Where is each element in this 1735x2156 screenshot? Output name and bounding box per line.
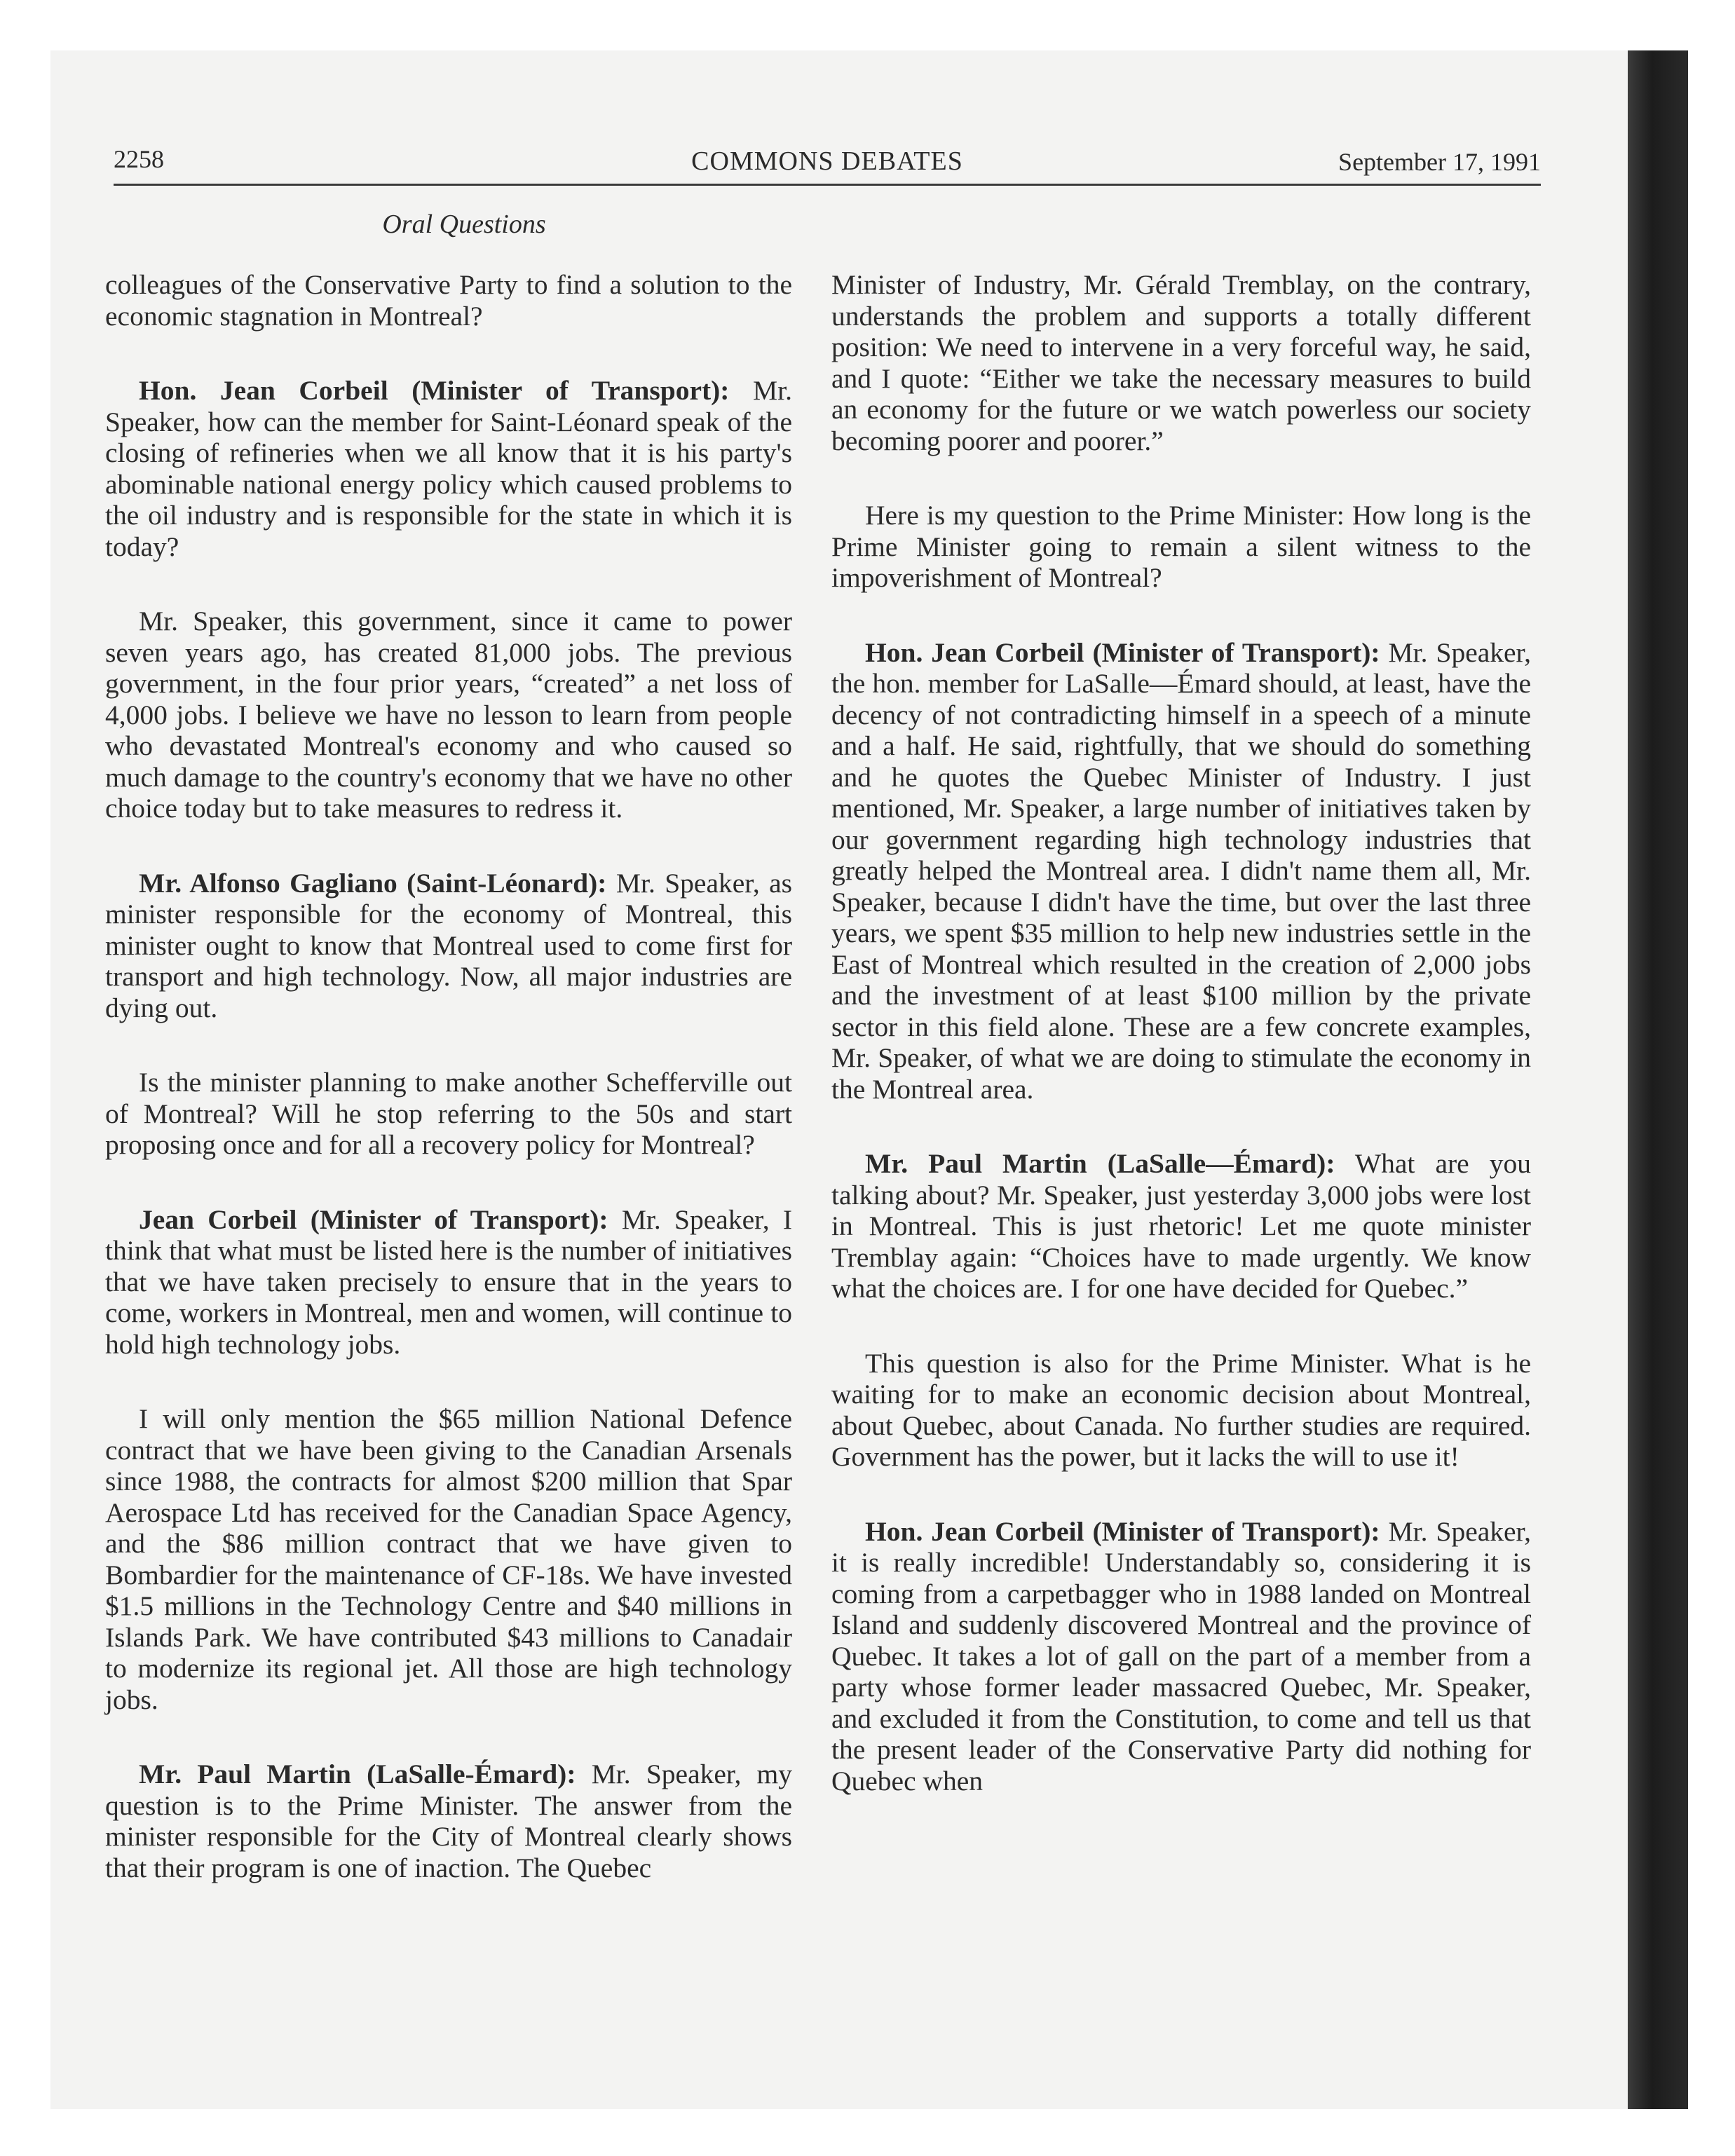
paragraph: Jean Corbeil (Minister of Transport): Mr. Speaker, I think that what must be listed here is the number of initiatives that we have taken precisely to ensure that in the years to come, workers in Montreal, men and women, will continue to hold high technology jobs. xyxy=(105,1203,792,1360)
speaker-name: Hon. Jean Corbeil (Minister of Transport): xyxy=(139,375,730,406)
paragraph: Hon. Jean Corbeil (Minister of Transport): Mr. Speaker, the hon. member for LaSalle—Émard should, at least, have the decency of not contradicting himself in a speech of a minute and a half. He said, rightfully, that we should do something and he quotes the Quebec Minister of Industry. I just mentioned, Mr. Speaker, a large number of initiatives taken by our government regarding high technology industries that greatly helped the Montreal area. I didn't name them all, Mr. Speaker, because I didn't have the time, but over the last three years, we spent $35 million to help new industries settle in the East of Montreal which resulted in the creation of 2,000 jobs and the investment of at least $100 million by the private sector in this field alone. These are a few concrete examples, Mr. Speaker, of what we are doing to stimulate the economy in the Montreal area. xyxy=(831,636,1531,1105)
page-header xyxy=(114,137,1541,179)
speaker-name: Hon. Jean Corbeil (Minister of Transport): xyxy=(865,1515,1380,1547)
section-title: Oral Questions xyxy=(382,210,546,239)
paragraph: colleagues of the Conservative Party to find a solution to the economic stagnation in Montreal? xyxy=(105,269,792,332)
paragraph: Hon. Jean Corbeil (Minister of Transport): Mr. Speaker, it is really incredible! Understandably so, considering it is coming from a carpetbagger who in 1988 landed on Montreal Island and suddenly discovered Montreal and the province of Quebec. It takes a lot of gall on the part of a member from a party whose former leader massacred Quebec, Mr. Speaker, and excluded it from the Constitution, to come and tell us that the present leader of the Conservative Party did nothing for Quebec when xyxy=(831,1515,1531,1796)
speaker-name: Hon. Jean Corbeil (Minister of Transport): xyxy=(865,636,1380,668)
speaker-name: Mr. Paul Martin (LaSalle-Émard): xyxy=(139,1759,576,1789)
right-column xyxy=(831,269,1531,1840)
paragraph: This question is also for the Prime Minister. What is he waiting for to make an economic decision about Montreal, about Quebec, about Canada. No further studies are required. Government has the power, but it lacks the will to use it! xyxy=(831,1347,1531,1472)
paragraph: Mr. Alfonso Gagliano (Saint-Léonard): Mr. Speaker, as minister responsible for the economy of Montreal, this minister ought to know that Montreal used to come first for transport and high technology. Now, all major industries are dying out. xyxy=(105,867,793,1023)
speaker-name: Mr. Alfonso Gagliano (Saint-Léonard): xyxy=(139,867,607,899)
paragraph: Hon. Jean Corbeil (Minister of Transport): Mr. Speaker, how can the member for Saint-Léonard speak of the closing of refineries when we all know that it is his party's abominable national energy policy which caused problems to the oil industry and is responsible for the state in which it is today? xyxy=(105,375,792,562)
journal-title: COMMONS DEBATES xyxy=(691,146,963,176)
paragraph: Here is my question to the Prime Minister: How long is the Prime Minister going to remain a silent witness to the impoverishment of Montreal? xyxy=(831,500,1531,593)
paragraph: Mr. Paul Martin (LaSalle—Émard): What are you talking about? Mr. Speaker, just yesterday 3,000 jobs were lost in Montreal. This is just rhetoric! Let me quote minister Tremblay again: “Choices have to made urgently. We know what the choices are. I for one have decided for Quebec.” xyxy=(831,1148,1531,1304)
paragraph: I will only mention the $65 million National Defence contract that we have been giving to the Canadian Arsenals since 1988, the contracts for almost $200 million that Spar Aerospace Ltd has received for the Canadian Space Agency, and the $86 million contract that we have given to Bombardier for the maintenance of CF-18s. We have invested $1.5 millions in the Technology Centre and $40 millions in Islands Park. We have contributed $43 millions to Canadair to modernize its regional jet. All those are high technology jobs. xyxy=(105,1403,792,1715)
speaker-name: Jean Corbeil (Minister of Transport): xyxy=(139,1203,608,1235)
left-column xyxy=(105,269,792,1927)
paragraph: Mr. Paul Martin (LaSalle-Émard): Mr. Speaker, my question is to the Prime Minister. The answer from the minister responsible for the City of Montreal clearly shows that their program is one of inaction. The Quebec xyxy=(105,1759,792,1883)
header-date: September 17, 1991 xyxy=(1338,148,1541,176)
paragraph: Is the minister planning to make another Schefferville out of Montreal? Will he stop referring to the 50s and start proposing once and for all a recovery policy for Montreal? xyxy=(105,1067,792,1160)
header-rule xyxy=(114,184,1541,186)
scan-edge-shadow xyxy=(1628,50,1688,2109)
paragraph: Mr. Speaker, this government, since it came to power seven years ago, has created 81,000 jobs. The previous government, in the four prior years, “created” a net loss of 4,000 jobs. I believe we have no lesson to learn from people who devastated Montreal's economy and who caused so much damage to the country's economy that we have no other choice today but to take measures to redress it. xyxy=(105,606,792,824)
speaker-name: Mr. Paul Martin (LaSalle—Émard): xyxy=(865,1148,1335,1179)
page-number: 2258 xyxy=(114,145,164,173)
paragraph: Minister of Industry, Mr. Gérald Tremblay, on the contrary, understands the problem and supports a totally different position: We need to intervene in a very forceful way, he said, and I quote: “Either we take the necessary measures to build an economy for the future or we watch powerless our society becoming poorer and poorer.” xyxy=(831,269,1531,456)
